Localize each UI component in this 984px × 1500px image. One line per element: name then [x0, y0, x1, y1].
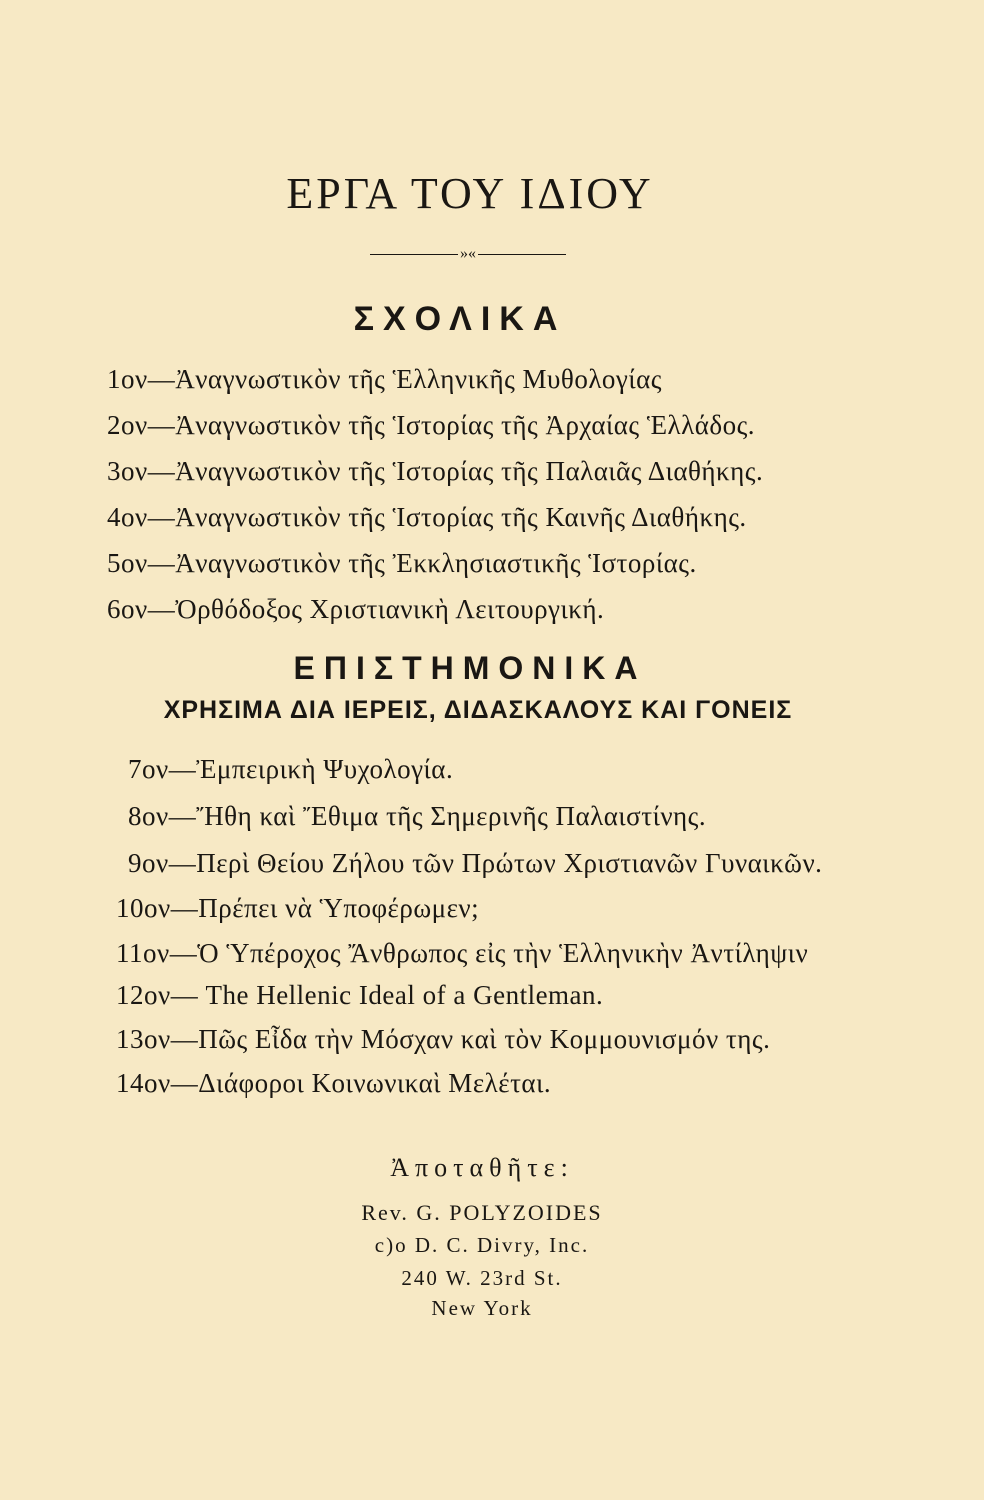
contact-city: New York: [431, 1296, 533, 1320]
item-dash: —: [147, 364, 176, 394]
list-item: [116, 980, 603, 1011]
item-dash: —: [147, 594, 176, 624]
list-item: [116, 893, 479, 924]
item-number: 13ον: [116, 1024, 171, 1054]
item-number: 4ον: [107, 502, 148, 532]
ornament-mark: »«: [460, 245, 476, 262]
item-dash: —: [147, 410, 176, 440]
item-number: 2ον: [107, 410, 148, 440]
item-number: 10ον: [116, 893, 171, 923]
item-number: 9ον: [128, 848, 169, 878]
item-dash: —: [170, 1068, 199, 1098]
list-item: [107, 502, 747, 533]
page-title: ΕΡΓΑ ΤΟΥ ΙΔΙΟΥ: [286, 169, 654, 218]
item-title: Ὀρθόδοξος Χριστιανικὴ Λειτουργική.: [175, 594, 605, 624]
item-title: Πρέπει νὰ Ὑποφέρωμεν;: [198, 893, 480, 923]
item-dash: —: [168, 754, 197, 784]
item-number: 3ον: [107, 456, 148, 486]
item-dash: —: [168, 848, 197, 878]
science-heading: ΕΠΙΣΤΗΜΟΝΙΚΑ: [293, 650, 647, 686]
item-dash: —: [147, 548, 176, 578]
list-item: [128, 801, 706, 832]
list-item: [107, 548, 697, 579]
item-title: Ἀναγνωστικὸν τῆς Ἐκκλησιαστικῆς Ἱστορίας.: [175, 548, 697, 578]
science-subheading: ΧΡΗΣΙΜΑ ΔΙΑ ΙΕΡΕΙΣ, ΔΙΔΑΣΚΑΛΟΥΣ ΚΑΙ ΓΟΝΕΙΣ: [163, 696, 793, 724]
item-number: 14ον: [116, 1068, 171, 1098]
list-item: [107, 456, 763, 487]
list-item: [107, 594, 604, 625]
item-dash: —: [170, 980, 206, 1010]
contact-name: Rev. G. POLYZOIDES: [361, 1200, 603, 1225]
contact-street: 240 W. 23rd St.: [401, 1266, 563, 1290]
item-dash: —: [170, 1024, 199, 1054]
item-number: 11ον: [116, 938, 170, 968]
school-heading: ΣΧΟΛΙΚΑ: [353, 300, 567, 338]
item-number: 5ον: [107, 548, 148, 578]
list-item: [128, 754, 453, 785]
item-title: Ἐμπειρικὴ Ψυχολογία.: [196, 754, 454, 784]
divider-rule-left: [370, 254, 458, 255]
item-title: The Hellenic Ideal of a Gentleman.: [205, 980, 604, 1010]
item-dash: —: [170, 893, 199, 923]
item-title: Πῶς Εἶδα τὴν Μόσχαν καὶ τὸν Κομμουνισμόν της.: [198, 1024, 771, 1054]
list-item: [107, 410, 755, 441]
item-dash: —: [147, 456, 176, 486]
item-title: Περὶ Θείου Ζήλου τῶν Πρώτων Χριστιανῶν Γυναικῶν.: [196, 848, 823, 878]
item-number: 7ον: [128, 754, 169, 784]
item-dash: —: [147, 502, 176, 532]
contact-careof: c)o D. C. Divry, Inc.: [374, 1233, 590, 1257]
item-title: Ἀναγνωστικὸν τῆς Ἱστορίας τῆς Ἀρχαίας Ἑλλάδος.: [175, 410, 756, 440]
item-title: Ἀναγνωστικὸν τῆς Ἱστορίας τῆς Παλαιᾶς Διαθήκης.: [175, 456, 764, 486]
item-number: 12ον: [116, 980, 171, 1010]
item-title: Διάφοροι Κοινωνικαὶ Μελέται.: [198, 1068, 552, 1098]
list-item: [128, 848, 822, 879]
divider-rule-right: [478, 254, 566, 255]
ornament-divider: [0, 246, 936, 262]
list-item: [116, 1024, 770, 1055]
item-number: 1ον: [107, 364, 148, 394]
contact-label: Ἀποταθῆτε:: [390, 1153, 574, 1182]
item-title: Ὁ Ὑπέροχος Ἄνθρωπος εἰς τὴν Ἑλληνικὴν Ἀντίληψιν: [197, 938, 809, 968]
item-number: 8ον: [128, 801, 169, 831]
item-title: Ἀναγνωστικὸν τῆς Ἑλληνικῆς Μυθολογίας: [175, 364, 662, 394]
list-item: [116, 938, 808, 969]
list-item: [116, 1068, 551, 1099]
item-number: 6ον: [107, 594, 148, 624]
list-item: [107, 364, 662, 395]
item-dash: —: [169, 938, 198, 968]
item-dash: —: [168, 801, 197, 831]
item-title: Ἀναγνωστικὸν τῆς Ἱστορίας τῆς Καινῆς Διαθήκης.: [175, 502, 747, 532]
item-title: Ἤθη καὶ Ἔθιμα τῆς Σημερινῆς Παλαιστίνης.: [196, 801, 707, 831]
